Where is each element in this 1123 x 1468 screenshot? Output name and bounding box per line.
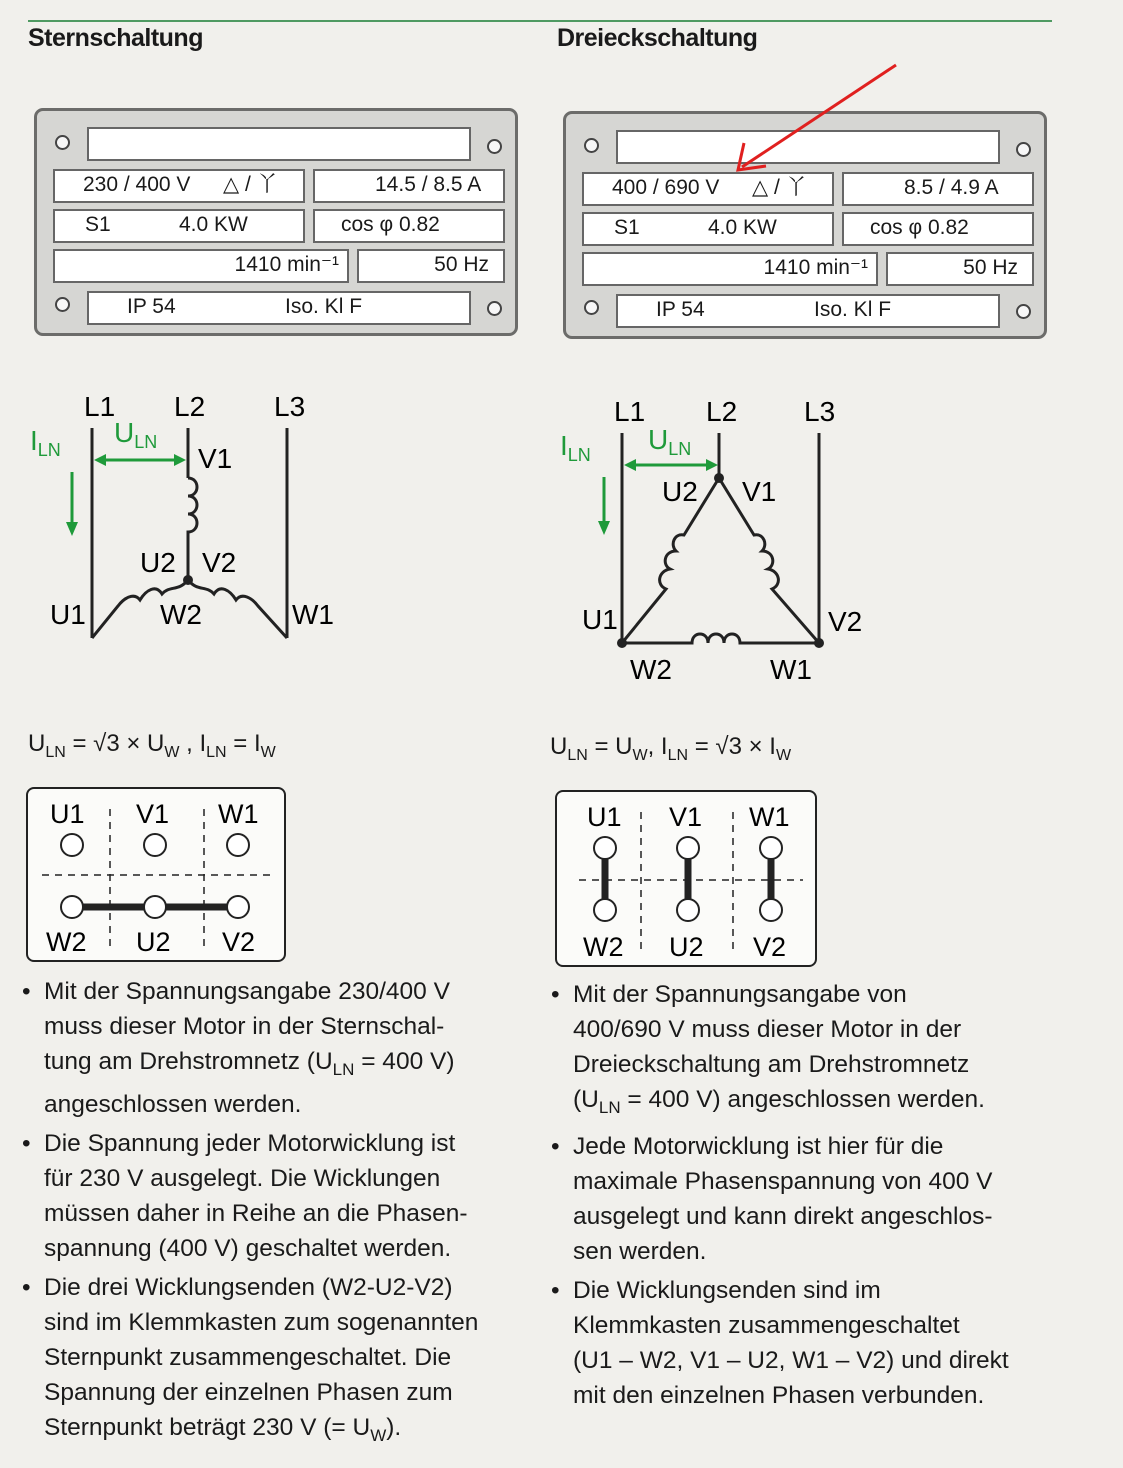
formula-star	[28, 730, 276, 762]
bullet-item	[24, 974, 524, 1122]
terminal-u2-label: U2	[662, 476, 698, 507]
text-fragment: Sternpunkt beträgt 230 V (= U	[44, 1413, 371, 1441]
screw-icon	[487, 301, 502, 316]
formula-sub: W	[632, 746, 648, 764]
terminal-w2-label: W2	[160, 599, 202, 630]
formula-sub: W	[164, 743, 180, 761]
terminal-stud	[677, 899, 699, 921]
terminal-v1: V1	[669, 802, 703, 832]
text-sub: LN	[598, 1097, 621, 1117]
current-arrow-head	[66, 522, 78, 536]
terminal-u2: U2	[136, 927, 171, 957]
terminal-v2-label: V2	[828, 606, 863, 637]
terminal-stud	[594, 899, 616, 921]
cosphi-text: cos φ 0.82	[341, 213, 440, 236]
terminal-v2: V2	[753, 932, 787, 962]
formula-sep: , I	[179, 730, 207, 757]
terminal-w1-label: W1	[770, 654, 812, 685]
arrow-shaft	[742, 65, 896, 167]
text-line: • Jede Motorwicklung ist hier für die	[573, 1132, 944, 1160]
winding-u	[188, 478, 197, 580]
ip-text: IP 54	[127, 295, 176, 318]
duty-text: S1	[85, 213, 111, 236]
terminal-box-delta	[555, 790, 817, 967]
bullet-item	[553, 977, 1073, 1125]
text-line: sind im Klemmkasten zum sogenannten	[44, 1308, 479, 1336]
terminal-v1-label: V1	[742, 476, 777, 507]
terminal-u1: U1	[587, 802, 622, 832]
text-line: ausgelegt und kann direkt angeschlos-	[573, 1202, 993, 1230]
terminal-w1: W1	[218, 799, 259, 829]
plate-cosphi	[313, 209, 505, 243]
text-line: Klemmkasten zusammengeschaltet	[573, 1311, 960, 1339]
text-line: muss dieser Motor in der Sternschal-	[44, 1013, 445, 1040]
text-line: • Die drei Wicklungsenden (W2-U2-V2)	[44, 1273, 453, 1301]
duty-text: S1	[614, 216, 640, 239]
bullet-item	[24, 1126, 524, 1266]
speed-text: 1410 min⁻¹	[234, 253, 339, 276]
node-right	[814, 638, 824, 648]
winding-bottom	[622, 634, 819, 643]
delta-star-symbol: △ / 丫	[752, 176, 807, 199]
current-label: $I_{LN}$	[30, 425, 61, 460]
terminal-stud	[144, 896, 166, 918]
voltage-label: $U_{LN}$	[648, 424, 692, 459]
formula-eq1: = √3 × U	[65, 730, 165, 757]
terminal-u1-label: U1	[50, 599, 86, 630]
text-fragment: = 400 V) angeschlossen werden.	[620, 1086, 985, 1113]
text-line: • Mit der Spannungsangabe von	[573, 981, 907, 1008]
iso-text: Iso. Kl F	[285, 295, 363, 318]
terminal-box-star	[26, 787, 286, 962]
voltage-label: $U_{LN}$	[114, 417, 158, 452]
text-line: 400/690 V muss dieser Motor in der	[573, 1016, 962, 1043]
delta-star-symbol: △ / 丫	[223, 173, 278, 196]
terminal-w2: W2	[583, 932, 624, 962]
text-line: maximale Phasenspannung von 400 V	[573, 1167, 993, 1195]
text-sub: W	[370, 1425, 387, 1445]
formula-eq2: = √3 × I	[688, 733, 776, 760]
text-line: angeschlossen werden.	[44, 1090, 302, 1118]
plate-duty-power	[53, 209, 305, 243]
node-top	[714, 473, 724, 483]
terminal-v2-label: V2	[202, 547, 237, 578]
current-text: 8.5 / 4.9 A	[904, 176, 999, 199]
current-text: 14.5 / 8.5 A	[375, 173, 482, 196]
terminal-stud	[594, 837, 616, 859]
terminal-v2: V2	[222, 927, 256, 957]
plate-protection	[87, 291, 471, 325]
node-left	[617, 638, 627, 648]
text-sub: LN	[332, 1059, 355, 1079]
voltage-arrow-head-right	[174, 454, 186, 466]
terminal-u1-label: U1	[582, 604, 618, 635]
plate-speed	[582, 252, 878, 286]
terminal-box-delta-drawing	[557, 792, 814, 964]
bullet-item	[553, 1273, 1073, 1413]
terminal-w2: W2	[46, 927, 87, 957]
star-point	[183, 575, 193, 585]
line-l1-label: L1	[614, 396, 646, 427]
plate-speed	[53, 249, 349, 283]
terminal-stud	[144, 834, 166, 856]
screw-icon	[55, 135, 70, 150]
terminal-u2-label: U2	[140, 547, 176, 578]
formula-delta	[550, 733, 791, 765]
speed-text: 1410 min⁻¹	[763, 256, 868, 279]
plate-cosphi	[842, 212, 1034, 246]
terminal-u2: U2	[669, 932, 704, 962]
text-line: sen werden.	[573, 1237, 707, 1265]
formula-sub: LN	[667, 746, 689, 764]
line-l2-label: L2	[706, 396, 738, 427]
plate-frequency	[357, 249, 505, 283]
text-line: für 230 V ausgelegt. Die Wicklungen	[44, 1164, 441, 1192]
terminal-stud	[61, 834, 83, 856]
plate-frequency	[886, 252, 1034, 286]
line-l3-label: L3	[804, 396, 836, 427]
text-line: mit den einzelnen Phasen verbunden.	[573, 1381, 985, 1409]
formula-sub: LN	[567, 746, 588, 764]
screw-icon	[1016, 304, 1031, 319]
formula-sub: W	[260, 743, 276, 761]
terminal-stud	[677, 837, 699, 859]
text-line: Sternpunkt zusammengeschaltet. Die	[44, 1343, 452, 1371]
screw-icon	[1016, 142, 1031, 157]
current-label: $I_{LN}$	[560, 430, 591, 465]
text-line	[44, 1410, 524, 1453]
bullet-list-delta	[553, 977, 1073, 1417]
text-fragment: = 400 V)	[354, 1048, 455, 1075]
voltage-arrow-head-left	[94, 454, 106, 466]
text-line: • Die Wicklungsenden sind im	[573, 1276, 881, 1304]
screw-icon	[584, 138, 599, 153]
terminal-v1: V1	[136, 799, 170, 829]
voltage-arrow-head-left	[624, 459, 636, 471]
formula-u: U	[28, 730, 46, 757]
formula-u: U	[550, 733, 568, 760]
text-fragment: tung am Drehstromnetz (U	[44, 1048, 333, 1075]
plate-duty-power	[582, 212, 834, 246]
terminal-w1: W1	[749, 802, 790, 832]
text-line: • Mit der Spannungsangabe 230/400 V	[44, 978, 450, 1005]
screw-icon	[55, 297, 70, 312]
plate-current	[313, 169, 505, 203]
text-line	[573, 1082, 1073, 1125]
voltage-text: 230 / 400 V	[83, 173, 191, 196]
power-text: 4.0 KW	[708, 216, 777, 239]
terminal-v1-label: V1	[198, 443, 233, 474]
frequency-text: 50 Hz	[963, 256, 1018, 279]
current-arrow-head	[598, 521, 610, 535]
plate-voltage	[53, 169, 305, 203]
red-annotation-arrow	[720, 55, 910, 185]
text-fragment: (U	[573, 1086, 599, 1113]
terminal-stud	[61, 896, 83, 918]
formula-eq2: = I	[226, 730, 261, 757]
top-rule	[28, 20, 1052, 22]
formula-sub: LN	[206, 743, 227, 761]
formula-sub: W	[775, 746, 792, 764]
terminal-stud	[760, 899, 782, 921]
voltage-arrow-head-right	[706, 459, 718, 471]
star-circuit-diagram	[28, 380, 358, 660]
cosphi-text: cos φ 0.82	[870, 216, 969, 239]
text-line: Spannung der einzelnen Phasen zum	[44, 1378, 453, 1406]
power-text: 4.0 KW	[179, 213, 248, 236]
plate-blank-field	[87, 127, 471, 161]
bullet-list-star	[24, 974, 524, 1457]
winding-w	[188, 580, 287, 638]
text-line: spannung (400 V) geschaltet werden.	[44, 1234, 452, 1262]
screw-icon	[584, 300, 599, 315]
text-line: (U1 – W2, V1 – U2, W1 – V2) und direkt	[573, 1346, 1009, 1374]
iso-text: Iso. Kl F	[814, 298, 892, 321]
ip-text: IP 54	[656, 298, 705, 321]
voltage-text: 400 / 690 V	[612, 176, 720, 199]
line-l2-label: L2	[174, 391, 206, 422]
nameplate-star	[34, 108, 518, 336]
formula-sep: , I	[647, 733, 668, 760]
formula-sub: LN	[45, 743, 66, 761]
bullet-item	[553, 1129, 1073, 1269]
text-line	[44, 1044, 524, 1087]
delta-circuit-diagram	[558, 385, 888, 690]
text-line: • Die Spannung jeder Motorwicklung ist	[44, 1129, 456, 1157]
text-line: müssen daher in Reihe an die Phasen-	[44, 1199, 468, 1227]
terminal-w1-label: W1	[292, 599, 334, 630]
line-l1-label: L1	[84, 391, 116, 422]
screw-icon	[487, 139, 502, 154]
terminal-stud	[760, 837, 782, 859]
line-l3-label: L3	[274, 391, 306, 422]
text-fragment: ).	[386, 1413, 402, 1441]
formula-eq1: = U	[587, 733, 633, 760]
plate-protection	[616, 294, 1000, 328]
bullet-item	[24, 1270, 524, 1453]
frequency-text: 50 Hz	[434, 253, 489, 276]
heading-star: Sternschaltung	[28, 24, 203, 52]
terminal-u1: U1	[50, 799, 85, 829]
heading-delta: Dreieckschaltung	[557, 24, 758, 52]
terminal-stud	[227, 834, 249, 856]
terminal-w2-label: W2	[630, 654, 672, 685]
terminal-stud	[227, 896, 249, 918]
terminal-box-star-drawing	[28, 789, 283, 959]
text-line: Dreieckschaltung am Drehstromnetz	[573, 1051, 970, 1078]
